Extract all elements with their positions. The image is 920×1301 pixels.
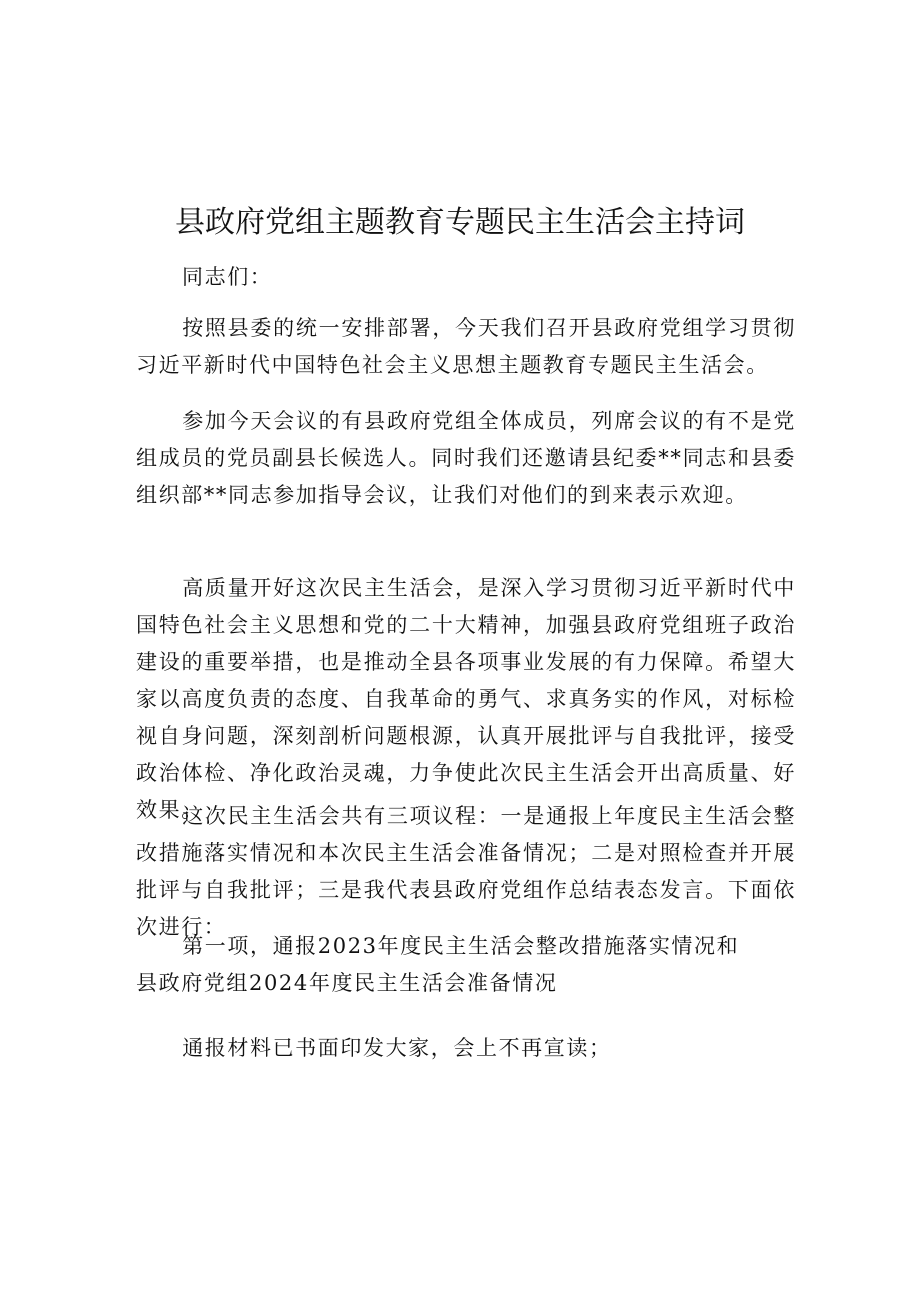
paragraph-3-block bbox=[136, 570, 796, 829]
paragraph-4: 这次民主生活会共有三项议程：一是通报上年度民主生活会整改措施落实情况和本次民主生活会准备情况；二是对照检查并开展批评与自我批评；三是我代表县政府党组作总结表态发言。下面依次进行： bbox=[136, 804, 796, 939]
closing-paragraph: 通报材料已书面印发大家，会上不再宣读； bbox=[182, 1036, 612, 1060]
closing-paragraph-block bbox=[136, 1030, 796, 1067]
document-title: 县政府党组主题教育专题民主生活会主持词 bbox=[175, 205, 745, 240]
paragraph-4-block bbox=[136, 798, 796, 946]
paragraph-3: 高质量开好这次民主生活会，是深入学习贯彻习近平新时代中国特色社会主义思想和党的二十大精神，加强县政府党组班子政治建设的重要举措，也是推动全县各项事业发展的有力保障。希望大家以高度负责的态度、自我革命的勇气、求真务实的作风，对标检视自身问题，深刻剖析问题根源，认真开展批评与自我批评，接受政治体检、净化政治灵魂，力争使此次民主生活会开出高质量、好效果。 bbox=[136, 576, 796, 822]
agenda-item-one-line-1: 第一项，通报2023年度民主生活会整改措施落实情况和 bbox=[182, 934, 740, 958]
paragraph-1: 按照县委的统一安排部署，今天我们召开县政府党组学习贯彻习近平新时代中国特色社会主义思想主题教育专题民主生活会。 bbox=[136, 316, 796, 377]
agenda-item-one-line-2: 县政府党组2024年度民主生活会准备情况 bbox=[136, 971, 558, 995]
paragraph-2: 参加今天会议的有县政府党组全体成员，列席会议的有不是党组成员的党员副县长候选人。同时我们还邀请县纪委**同志和县委组织部**同志参加指导会议，让我们对他们的到来表示欢迎。 bbox=[136, 409, 796, 507]
paragraph-2-block bbox=[136, 403, 796, 514]
greeting: 同志们： bbox=[182, 265, 273, 289]
paragraph-1-block bbox=[136, 310, 796, 384]
agenda-item-one bbox=[136, 928, 796, 1002]
